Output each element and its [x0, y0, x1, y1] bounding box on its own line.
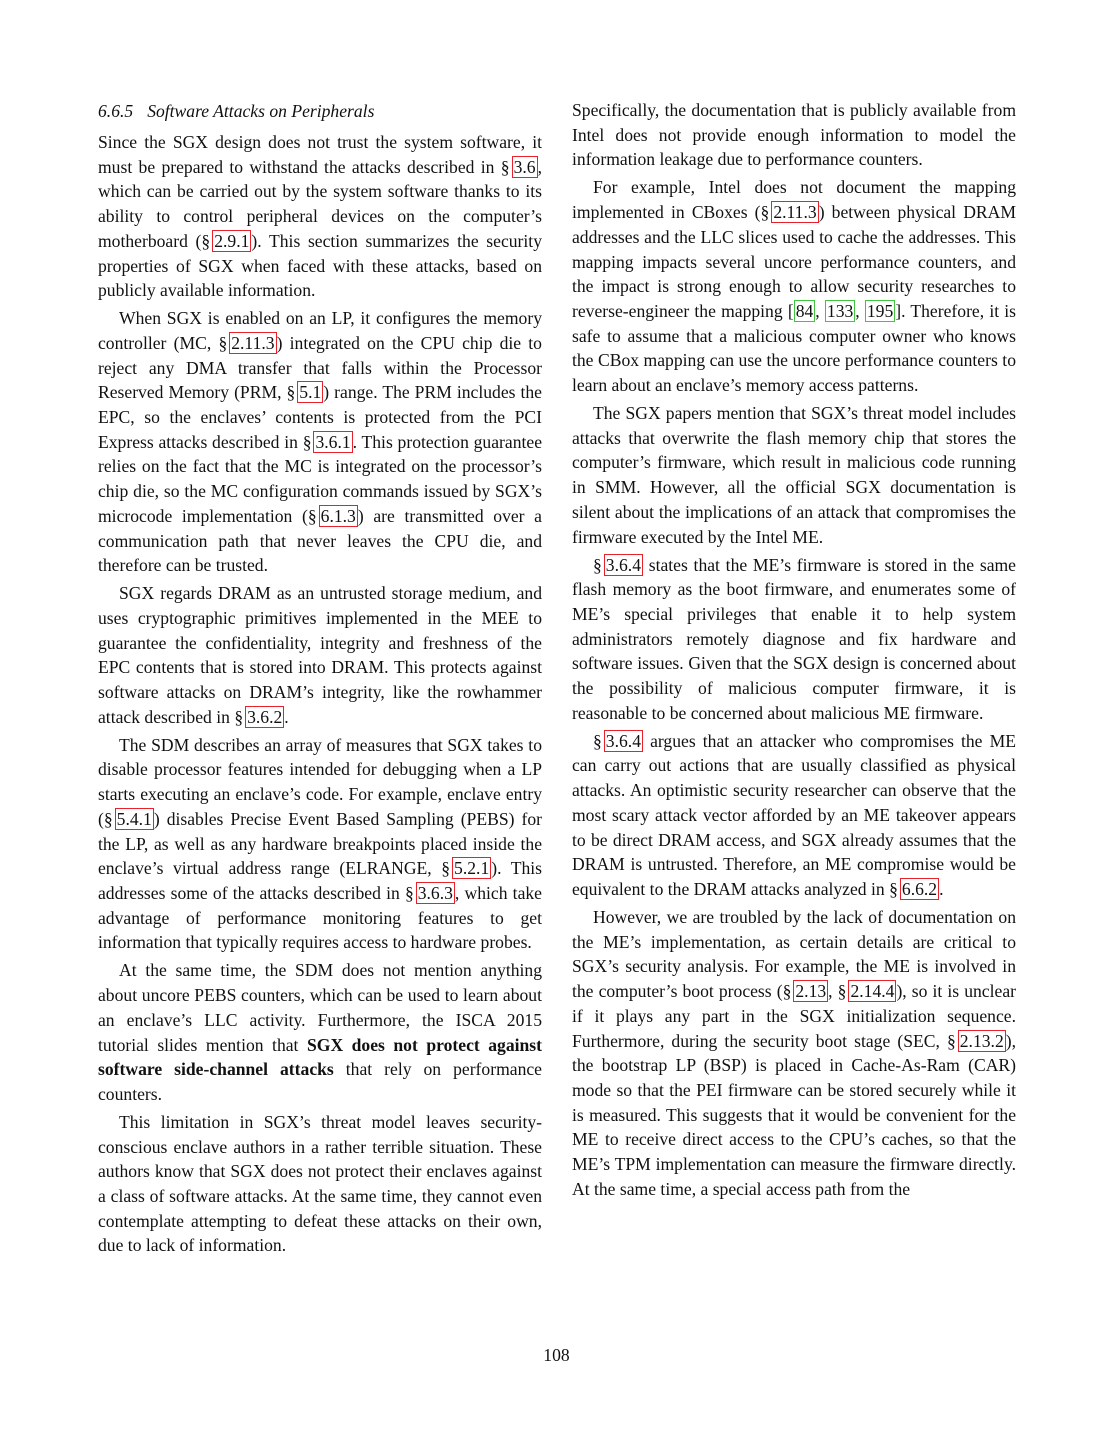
paragraph-right-2: For example, Intel does not document the mapping implemented in CBoxes (§ 2.11.3 ) between physical DRAM addresses and the LLC slices used to cache the addresses. This mapping impacts several uncore performance counters, and the impact is strong enough to allow security researches to reverse-engineer the mapping [ 84 , 133 , 195 ]. Therefore, it is safe to assume that a malicious computer owner who knows the CBox mapping can use the uncore performance counters to learn about an enclave’s memory access patterns.: [572, 177, 1017, 396]
section-sign: §: [234, 706, 244, 727]
text: SGX regards DRAM as an untrusted storage medium, and uses cryptographic primitives implemented in the MEE to guarantee the confidentiality, integrity and freshness of the EPC contents that is stored into DRAM. This protects against software attacks on DRAM’s integrity, like the rowhammer attack described in: [98, 583, 542, 727]
section-sign: §: [500, 156, 510, 177]
citation-link[interactable]: 84: [795, 300, 814, 321]
text: The SGX papers mention that SGX’s threat model includes attacks that overwrite the flash memory chip that stores the computer’s firmware, which result in malicious code running in SMM. However, all the official SGX documentation is silent about the implications of an attack that compromises the firmware executed by the Intel ME.: [572, 403, 1016, 547]
section-sign: §: [593, 730, 602, 751]
section-ref-link[interactable]: 2.13.2: [959, 1030, 1004, 1051]
section-ref-link[interactable]: 2.13: [795, 981, 827, 1002]
section-sign: §: [782, 981, 792, 1002]
text: that rely on performance counters.: [98, 1059, 542, 1104]
bold-statement: SGX does not protect against software side-channel attacks: [98, 1034, 543, 1080]
text: , which take advantage of performance monitoring features to get information that typically requires access to hardware probes.: [98, 882, 542, 953]
text: ) integrated on the CPU chip die to reject any DMA transfer that falls within the Processor Reserved Memory (PRM,: [98, 332, 542, 403]
section-ref-link[interactable]: 6.1.3: [320, 505, 356, 526]
text: states that the ME’s firmware is stored in the same flash memory as the boot firmware, and enumerates some of ME’s special privileges that enable it to help system administrators remotely diagnose and fix hardware and software issues. Given that the SGX design is concerned about the possibility of malicious computer firmware, it is reasonable to be concerned about malicious ME firmware.: [572, 554, 1016, 723]
page-number: 108: [543, 1345, 570, 1365]
section-ref-link[interactable]: 3.6.3: [417, 882, 453, 903]
section-sign: §: [218, 332, 228, 353]
paragraph-left-1: [98, 130, 542, 303]
paragraph-right-4: [572, 553, 1016, 726]
text: The SDM describes an array of measures that SGX takes to disable processor features intended for debugging when a LP starts executing an enclave’s code. For example, enclave entry (: [98, 734, 542, 829]
paragraph-left-4: [98, 733, 542, 955]
section-ref-link[interactable]: 2.14.4: [850, 981, 895, 1002]
paragraph-left-2: [98, 306, 542, 578]
section-sign: §: [302, 431, 312, 452]
text: ]. Therefore, it is safe to assume that a malicious computer owner who knows the CBox mapping can use the uncore performance counters to learn about an enclave’s memory access patterns.: [572, 300, 1017, 396]
text: However, we are troubled by the lack of documentation on the ME’s implementation, as certain details are critical to SGX’s security analysis. For example, the ME is involved in the computer’s boot process (: [572, 906, 1016, 1002]
section-sign: §: [286, 382, 296, 403]
text: .: [939, 878, 944, 899]
section-ref-link[interactable]: 2.11.3: [773, 202, 817, 223]
section-ref-link[interactable]: 2.9.1: [214, 230, 250, 251]
text: ) range. The PRM includes the EPC, so the enclaves’ contents is protected from the PCI Express attacks described in: [98, 382, 542, 452]
section-sign: §: [760, 202, 770, 223]
section-sign: §: [307, 505, 317, 526]
paragraph-right-3: [572, 401, 1016, 549]
paragraph-right-5: [572, 729, 1016, 902]
section-ref-link[interactable]: 3.6.4: [605, 730, 641, 751]
citation-link[interactable]: 195: [866, 300, 894, 321]
section-ref-link[interactable]: 3.6.4: [605, 554, 641, 575]
section-sign: §: [946, 1030, 956, 1051]
section-title: Software Attacks on Peripherals: [147, 101, 375, 121]
section-ref-link[interactable]: 3.6: [513, 156, 536, 177]
citation-link[interactable]: 133: [826, 300, 854, 321]
section-ref-link[interactable]: 5.4.1: [116, 808, 152, 829]
paragraph-right-6: [572, 905, 1016, 1201]
section-sign: §: [441, 858, 451, 879]
text: ). This section summarizes the security properties of SGX when faced with these attacks, based on publicly available information.: [98, 230, 542, 301]
left-column: [98, 98, 542, 1261]
paragraph-left-5: [98, 958, 542, 1106]
text: ,: [828, 981, 833, 1002]
section-sign: §: [837, 981, 847, 1002]
text: Specifically, the documentation that is publicly available from Intel does not provide enough information to model the information leakage due to performance counters.: [572, 100, 1016, 170]
text: .: [284, 706, 289, 727]
paragraph-left-3: [98, 581, 542, 729]
text: argues that an attacker who compromises the ME can carry out actions that are usually classified as physical attacks. An optimistic security researcher can observe that the most scary attack vector afforded by an ME takeover appears to be direct DRAM access, and SGX already assumes that the DRAM is untrusted. Therefore, an ME compromise would be equivalent to the DRAM attacks analyzed in: [572, 730, 1016, 899]
text: When SGX is enabled on an LP, it configures the memory controller (MC,: [98, 308, 542, 353]
section-ref-link[interactable]: 2.11.3: [231, 332, 275, 353]
section-sign: §: [103, 808, 113, 829]
text: ). This addresses some of the attacks described in: [98, 858, 542, 903]
text: ) between physical DRAM addresses and the LLC slices used to cache the addresses. This mapping impacts several uncore performance counters, and the impact is strong enough to allow security researches to reverse-engineer the mapping [: [572, 202, 1017, 321]
section-sign: §: [593, 554, 602, 575]
text: , which can be carried out by the system software thanks to its ability to control peripheral devices on the computer’s motherboard (: [98, 156, 542, 251]
text: ), so it is unclear if it plays any part in the SGX initialization sequence. Furthermore, during the security boot stage (SEC,: [572, 981, 1016, 1051]
text: ), the bootstrap LP (BSP) is placed in Cache-As-Ram (CAR) mode so that the PEI firmware can be stored securely while it is measured. This suggests that it would be convenient for the ME to receive direct access to the CPU’s caches, so that the ME’s TPM implementation can measure the firmware directly. At the same time, a special access path from the: [572, 1030, 1016, 1199]
section-ref-link[interactable]: 3.6.1: [315, 431, 351, 452]
text: Since the SGX design does not trust the system software, it must be prepared to withstand the attacks described in: [98, 132, 542, 177]
section-ref-link[interactable]: 5.1: [299, 382, 322, 403]
text: . This protection guarantee relies on the fact that the MC is integrated on the processor’s chip die, so the MC configuration commands issued by SGX’s microcode implementation (: [98, 431, 542, 526]
text: ) are transmitted over a communication path that never leaves the CPU die, and therefore can be trusted.: [98, 505, 542, 576]
section-sign: §: [889, 878, 898, 899]
text: At the same time, the SDM does not mention anything about uncore PEBS counters, which can be used to learn about an enclave’s LLC activity. Furthermore, the ISCA 2015 tutorial slides mention that: [98, 960, 542, 1055]
paragraph-left-6: [98, 1110, 542, 1258]
section-heading: [98, 98, 542, 124]
text: For example, Intel does not document the mapping implemented in CBoxes (: [572, 177, 1016, 223]
section-ref-link[interactable]: 5.2.1: [454, 858, 490, 879]
text: ) disables Precise Event Based Sampling (PEBS) for the LP, as well as any hardware breakpoints placed inside the enclave’s virtual address range (ELRANGE,: [98, 808, 542, 879]
section-sign: §: [201, 230, 211, 251]
text: This limitation in SGX’s threat model leaves security-conscious enclave authors in a rather terrible situation. These authors know that SGX does not protect their enclaves against a class of software attacks. At the same time, they cannot even contemplate attempting to defeat these attacks on their own, due to lack of information.: [98, 1111, 542, 1256]
paragraph-right-1: [572, 98, 1016, 172]
section-ref-link[interactable]: 6.6.2: [901, 878, 938, 899]
right-column: [572, 98, 1016, 1205]
section-ref-link[interactable]: 3.6.2: [247, 706, 283, 727]
section-number: 6.6.5: [98, 101, 134, 121]
section-sign: §: [404, 882, 414, 903]
